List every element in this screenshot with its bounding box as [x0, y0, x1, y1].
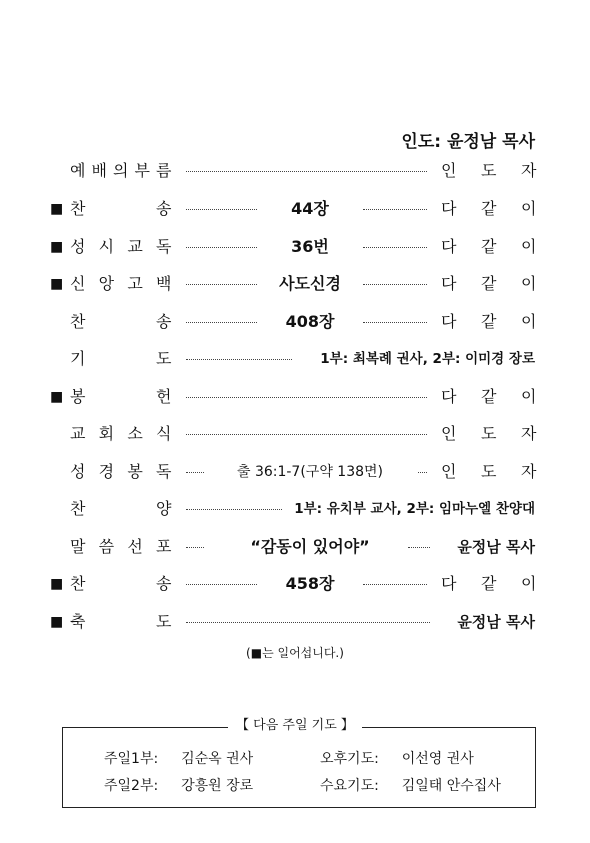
label-char: 도	[156, 612, 172, 631]
order-item-leader-name: 윤정남 목사	[457, 538, 535, 556]
standing-marker: ■	[50, 614, 64, 630]
label-char: 경	[98, 462, 115, 481]
role-char: 같	[481, 574, 497, 593]
label-char: 송	[156, 312, 172, 331]
label-char: 소	[127, 424, 143, 443]
label-char: 송	[156, 199, 172, 218]
dot-leader	[418, 472, 427, 473]
role-char: 이	[521, 274, 537, 293]
dot-leader	[186, 209, 257, 210]
label-char: 시	[98, 237, 115, 256]
role-char: 이	[521, 199, 537, 218]
standing-marker: ■	[50, 576, 64, 592]
dot-leader	[186, 547, 204, 548]
label-char: 찬	[70, 199, 86, 218]
order-item-detail: 출 36:1-7(구약 138면)	[236, 464, 384, 480]
label-char: 말	[70, 537, 86, 556]
order-row	[0, 572, 590, 596]
prayer-label: 주일2부:	[104, 778, 159, 794]
role-char: 같	[481, 199, 497, 218]
label-char: 독	[156, 237, 172, 256]
role-char: 인	[441, 462, 457, 481]
order-row	[0, 460, 590, 484]
role-char: 이	[521, 574, 537, 593]
dot-leader	[363, 584, 427, 585]
dot-leader	[186, 284, 257, 285]
label-char: 찬	[70, 574, 86, 593]
role-char: 이	[521, 387, 537, 406]
role-char: 도	[481, 161, 497, 180]
prayer-name: 강흥원 장로	[181, 778, 254, 794]
order-item-detail: 408장	[285, 312, 335, 331]
role-char: 다	[441, 574, 457, 593]
label-char: 고	[127, 274, 143, 293]
prayer-label: 수요기도:	[320, 778, 379, 794]
label-char: 포	[156, 537, 172, 556]
label-char: 식	[156, 424, 172, 443]
label-char: 성	[70, 237, 86, 256]
label-char: 찬	[70, 312, 86, 331]
role-char: 자	[521, 462, 537, 481]
role-char: 다	[441, 387, 457, 406]
order-item-detail: 44장	[291, 199, 329, 218]
dot-leader	[186, 509, 282, 510]
label-char: 예	[70, 161, 86, 180]
role-char: 도	[481, 424, 497, 443]
prayer-name: 이선영 권사	[401, 751, 474, 767]
order-row	[0, 235, 590, 259]
dot-leader	[186, 472, 204, 473]
dot-leader	[363, 322, 427, 323]
role-char: 같	[481, 387, 497, 406]
label-char: 부	[134, 161, 150, 180]
role-char: 다	[441, 237, 457, 256]
prayer-row-2-a	[104, 775, 253, 795]
order-item-detail: “감동이 있어야”	[250, 537, 370, 556]
dot-leader	[186, 359, 292, 360]
label-char: 교	[127, 237, 143, 256]
prayer-row-1-b	[320, 748, 474, 768]
role-char: 다	[441, 199, 457, 218]
role-char: 같	[481, 312, 497, 331]
role-char: 이	[521, 312, 537, 331]
role-char: 다	[441, 312, 457, 331]
label-char: 봉	[70, 387, 86, 406]
order-item-detail: 458장	[285, 574, 335, 593]
label-char: 배	[91, 161, 107, 180]
standing-marker: ■	[50, 389, 64, 405]
role-char: 인	[441, 161, 457, 180]
next-week-prayer-title-text: 【 다음 주일 기도 】	[228, 718, 362, 733]
label-char: 찬	[70, 499, 86, 518]
label-char: 헌	[156, 387, 172, 406]
order-item-detail: 사도신경	[279, 274, 341, 293]
label-char: 선	[127, 537, 143, 556]
label-char: 교	[70, 424, 86, 443]
standing-note: (■는 일어섭니다.)	[246, 646, 344, 660]
dot-leader	[186, 397, 427, 398]
dot-leader	[186, 622, 430, 623]
dot-leader	[363, 284, 427, 285]
dot-leader	[363, 209, 427, 210]
next-week-prayer-title	[0, 714, 590, 733]
order-item-leader-name: 1부: 최복례 권사, 2부: 이미경 장로	[320, 351, 535, 367]
label-char: 씀	[98, 537, 115, 556]
dot-leader	[186, 434, 427, 435]
label-char: 백	[156, 274, 172, 293]
label-char: 봉	[127, 462, 143, 481]
dot-leader	[363, 247, 427, 248]
label-char: 양	[156, 499, 172, 518]
label-char: 의	[113, 161, 129, 180]
order-row	[0, 535, 590, 559]
prayer-label: 주일1부:	[104, 751, 159, 767]
order-row	[0, 610, 590, 634]
order-row	[0, 385, 590, 409]
prayer-name: 김순옥 권사	[181, 751, 254, 767]
standing-marker: ■	[50, 239, 64, 255]
order-item-leader-name: 1부: 유치부 교사, 2부: 임마누엘 찬양대	[294, 501, 535, 517]
dot-leader	[408, 547, 430, 548]
prayer-row-2-b	[320, 775, 501, 795]
prayer-row-1-a	[104, 748, 253, 768]
label-char: 독	[156, 462, 172, 481]
dot-leader	[186, 322, 257, 323]
order-row	[0, 347, 590, 371]
label-char: 회	[98, 424, 115, 443]
standing-marker: ■	[50, 276, 64, 292]
order-row	[0, 497, 590, 521]
role-char: 인	[441, 424, 457, 443]
label-char: 축	[70, 612, 86, 631]
order-item-detail: 36번	[291, 237, 329, 256]
role-char: 같	[481, 237, 497, 256]
order-item-leader-name: 윤정남 목사	[457, 613, 535, 631]
role-char: 자	[521, 161, 537, 180]
label-char: 기	[70, 349, 86, 368]
order-row	[0, 310, 590, 334]
role-char: 다	[441, 274, 457, 293]
order-row	[0, 159, 590, 183]
presider-header: 인도: 윤정남 목사	[401, 132, 535, 152]
dot-leader	[186, 247, 257, 248]
dot-leader	[186, 584, 257, 585]
label-char: 성	[70, 462, 86, 481]
label-char: 신	[70, 274, 86, 293]
role-char: 이	[521, 237, 537, 256]
label-char: 도	[156, 349, 172, 368]
prayer-name: 김일태 안수집사	[401, 778, 501, 794]
label-char: 앙	[98, 274, 115, 293]
label-char: 송	[156, 574, 172, 593]
role-char: 같	[481, 274, 497, 293]
order-row	[0, 272, 590, 296]
order-row	[0, 422, 590, 446]
role-char: 자	[521, 424, 537, 443]
label-char: 름	[156, 161, 172, 180]
standing-marker: ■	[50, 201, 64, 217]
prayer-label: 오후기도:	[320, 751, 379, 767]
dot-leader	[186, 171, 427, 172]
role-char: 도	[481, 462, 497, 481]
order-row	[0, 197, 590, 221]
